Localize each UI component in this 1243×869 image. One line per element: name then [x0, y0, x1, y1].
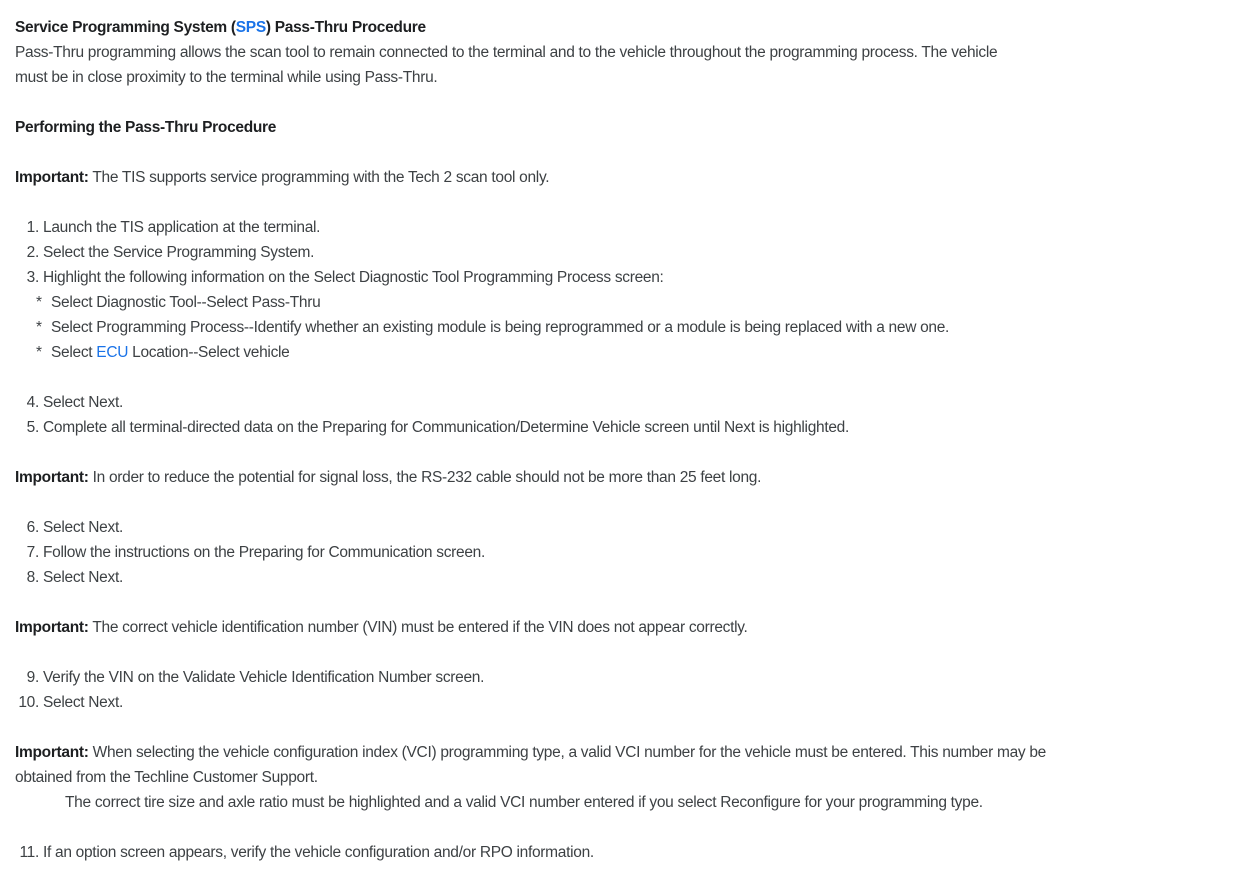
step-item-11	[15, 840, 1235, 865]
step-number: 6.	[26, 519, 39, 536]
step-number: 8.	[26, 569, 39, 586]
important-note-1-text: The TIS supports service programming with the Tech 2 scan tool only.	[88, 169, 550, 186]
intro-paragraph-line-2: must be in close proximity to the terminal while using Pass-Thru.	[15, 69, 438, 86]
step-item-10	[15, 690, 1235, 715]
blank-line	[15, 90, 1235, 115]
step-item-7	[15, 540, 1235, 565]
step-item-2	[15, 240, 1235, 265]
step-text: Launch the TIS application at the terminal.	[43, 219, 321, 236]
blank-line	[15, 590, 1235, 615]
step-item-5	[15, 415, 1235, 440]
step-number: 4.	[26, 394, 39, 411]
blank-line	[15, 190, 1235, 215]
blank-line	[15, 365, 1235, 390]
step-text: Verify the VIN on the Validate Vehicle Identification Number screen.	[43, 669, 485, 686]
important-note-4-text-1: When selecting the vehicle configuration index (VCI) programming type, a valid VCI number for the vehicle must be entered. This number may be	[88, 744, 1046, 761]
blank-line	[15, 640, 1235, 665]
step-text: Select Next.	[43, 569, 123, 586]
blank-line	[15, 715, 1235, 740]
sps-link[interactable]: SPS	[235, 19, 266, 36]
important-label: Important:	[15, 744, 89, 761]
important-note-3	[15, 615, 1235, 640]
step-number: 1.	[26, 219, 39, 236]
step-text: Select Next.	[43, 694, 123, 711]
sub-bullet-3	[15, 340, 1235, 365]
important-note-2	[15, 465, 1235, 490]
step-item-4	[15, 390, 1235, 415]
important-note-1	[15, 165, 1235, 190]
sub-bullet-text: Select Diagnostic Tool--Select Pass-Thru	[51, 294, 321, 311]
step-number: 2.	[26, 244, 39, 261]
important-note-3-text: The correct vehicle identification number (VIN) must be entered if the VIN does not appear correctly.	[88, 619, 748, 636]
step-text: Follow the instructions on the Preparing for Communication screen.	[43, 544, 485, 561]
step-text: Highlight the following information on the Select Diagnostic Tool Programming Process screen:	[43, 269, 664, 286]
step-item-6	[15, 515, 1235, 540]
sub-bullet-text	[51, 340, 290, 365]
page-title	[15, 15, 1235, 40]
step-text: Complete all terminal-directed data on the Preparing for Communication/Determine Vehicle screen until Next is highlighted.	[43, 419, 849, 436]
page-title-post: ) Pass-Thru Procedure	[265, 19, 426, 36]
sub-bullet-3-pre: Select	[51, 344, 97, 361]
step-item-8	[15, 565, 1235, 590]
step-number: 5.	[26, 419, 39, 436]
asterisk-marker: *	[36, 319, 42, 336]
sub-bullet-1	[15, 290, 1235, 315]
step-item-1	[15, 215, 1235, 240]
step-text: Select the Service Programming System.	[43, 244, 315, 261]
important-note-2-text: In order to reduce the potential for signal loss, the RS-232 cable should not be more than 25 feet long.	[88, 469, 762, 486]
page-title-pre: Service Programming System (	[15, 19, 236, 36]
important-note-4-line-2: obtained from the Techline Customer Support.	[15, 769, 318, 786]
step-text: If an option screen appears, verify the vehicle configuration and/or RPO information.	[43, 844, 594, 861]
intro-paragraph-line-1: Pass-Thru programming allows the scan tool to remain connected to the terminal and to the vehicle throughout the programming process. The vehicle	[15, 44, 998, 61]
sub-bullet-3-post: Location--Select vehicle	[128, 344, 290, 361]
asterisk-marker: *	[36, 294, 42, 311]
important-label: Important:	[15, 169, 89, 186]
step-number: 11.	[19, 844, 39, 861]
blank-line	[15, 140, 1235, 165]
step-number: 10.	[18, 694, 39, 711]
important-note-4-line-1	[15, 740, 1235, 765]
step-text: Select Next.	[43, 519, 123, 536]
asterisk-marker: *	[36, 344, 42, 361]
sub-bullet-text: Select Programming Process--Identify whether an existing module is being reprogrammed or a module is being replaced with a new one.	[51, 319, 950, 336]
ecu-link[interactable]: ECU	[96, 344, 129, 361]
important-label: Important:	[15, 469, 89, 486]
blank-line	[15, 815, 1235, 840]
step-number: 9.	[26, 669, 39, 686]
step-text: Select Next.	[43, 394, 123, 411]
step-number: 7.	[26, 544, 39, 561]
step-number: 3.	[26, 269, 39, 286]
important-note-4-line-3: The correct tire size and axle ratio must be highlighted and a valid VCI number entered if you select Reconfigure for your programming type.	[65, 794, 983, 811]
step-item-9	[15, 665, 1235, 690]
step-item-3	[15, 265, 1235, 290]
sub-bullet-2	[15, 315, 1235, 340]
section-heading: Performing the Pass-Thru Procedure	[15, 119, 277, 136]
blank-line	[15, 490, 1235, 515]
blank-line	[15, 440, 1235, 465]
important-label: Important:	[15, 619, 89, 636]
